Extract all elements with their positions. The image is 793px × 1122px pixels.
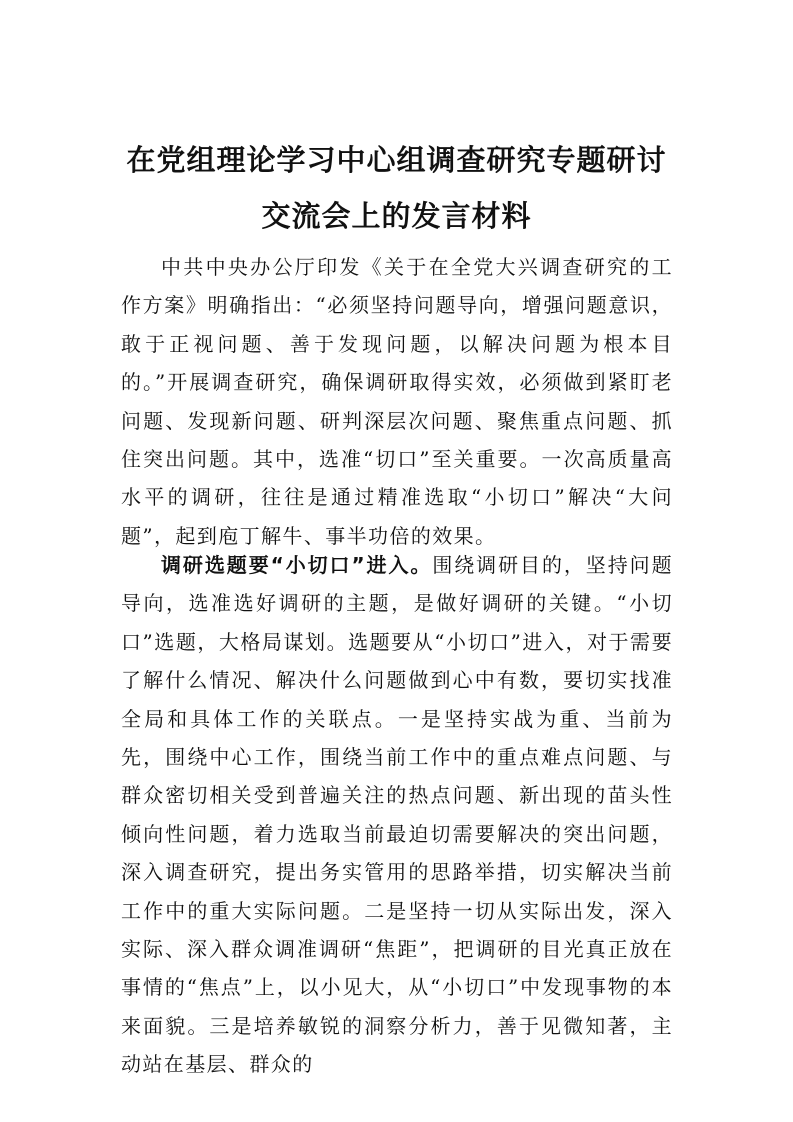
paragraph-1 <box>121 248 673 555</box>
paragraph-2-text: 围绕调研目的，坚持问题导向，选准选好调研的主题，是做好调研的关键。“小切口”选题，大格局谋划。选题要从“小切口”进入，对于需要了解什么情况、解决什么问题做到心中有数，要切实找准全局和具体工作的关联点。一是坚持实战为重、当前为先，围绕中心工作，围绕当前工作中的重点难点问题、与群众密切相关受到普遍关注的热点问题、新出现的苗头性倾向性问题，着力选取当前最迫切需要解决的突出问题，深入调查研究，提出务实管用的思路举措，切实解决当前工作中的重大实际问题。二是坚持一切从实际出发，深入实际、深入群众调准调研“焦距”，把调研的目光真正放在事情的“焦点”上，以小见大，从“小切口”中发现事物的本来面貌。三是培养敏锐的洞察分析力，善于见微知著，主动站在基层、群众的 <box>121 553 673 1077</box>
paragraph-2 <box>121 546 673 1084</box>
document-title-line-2: 交流会上的发言材料 <box>261 199 532 233</box>
paragraph-1-text: 中共中央办公厅印发《关于在全党大兴调查研究的工作方案》明确指出：“必须坚持问题导向，增强问题意识，敢于正视问题、善于发现问题，以解决问题为根本目的。”开展调查研究，确保调研取得实效，必须做到紧盯老问题、发现新问题、研判深层次问题、聚焦重点问题、抓住突出问题。其中，选准“切口”至关重要。一次高质量高水平的调研，往往是通过精准选取“小切口”解决“大问题”，起到庖丁解牛、事半功倍的效果。 <box>121 255 673 548</box>
paragraph-2-lead-heading: 调研选题要“小切口”进入。 <box>161 553 433 577</box>
paragraph-2-block <box>121 546 673 1084</box>
document-title-line-1: 在党组理论学习中心组调查研究专题研讨 <box>126 143 667 177</box>
paragraph-1-block <box>121 248 673 555</box>
